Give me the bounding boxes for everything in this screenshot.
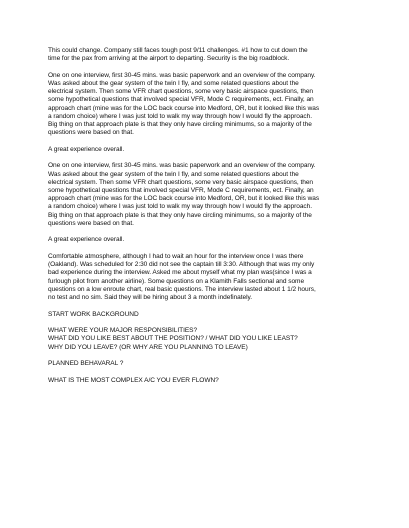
text-line: some hypothetical questions that involved special VFR, Mode C requirements, ect. Finally, an [48, 187, 314, 195]
question-line: WHAT DID YOU LIKE BEST ABOUT THE POSITION? / WHAT DID YOU LIKE LEAST? [48, 335, 298, 343]
text-line: a random choice) where I was just told to walk my way through how I would fly the approach. [48, 112, 313, 120]
text-line: time for the pax from arriving at the airport to departing. Security is the big roadblock. [48, 55, 290, 63]
text-line: One on one interview, first 30-45 mins. was basic paperwork and an overview of the company. [48, 162, 316, 170]
paragraph-interview-description-2 [48, 162, 370, 228]
question-line: WHAT IS THE MOST COMPLEX A/C YOU EVER FLOWN? [48, 376, 219, 384]
question-block-work-background [48, 327, 370, 352]
paragraph-great-experience-2 [48, 236, 370, 244]
text-line: Big thing on that approach plate is that they only have circling minimums, so a majority of the [48, 211, 312, 219]
heading-planned-behavioral [48, 360, 370, 368]
text-line: no test and no sim. Said they will be hiring about 3 a month indefinately. [48, 294, 252, 302]
text-line: some hypothetical questions that involved special VFR, Mode C requirements, ect. Finally, an [48, 96, 314, 104]
text-line: A great experience overall. [48, 236, 125, 244]
text-line: furlough pilot from another airline). Some questions on a Klamith Falls sectional and some [48, 277, 305, 285]
text-line: approach chart (mine was for the LOC back course into Medford, OR, but it looked like this was [48, 195, 320, 203]
question-line: WHY DID YOU LEAVE? (OR WHY ARE YOU PLANNING TO LEAVE) [48, 343, 248, 351]
paragraph-interview-description-1 [48, 72, 370, 138]
heading-start-work-background [48, 311, 370, 319]
text-line: questions on a low enroute chart, real basic questions. The interview lasted about 1 1/2 hours, [48, 285, 316, 293]
text-line: Was asked about the gear system of the twin I fly, and some related questions about the [48, 80, 299, 87]
text-line: Big thing on that approach plate is that they only have circling minimums, so a majority of the [48, 121, 312, 129]
text-line: a random choice) where I was just told to walk my way through how I would fly the approach. [48, 203, 313, 211]
text-line: This could change. Company still faces tough post 9/11 challenges. #1 how to cut down the [48, 47, 308, 54]
text-line: PLANNED BEHAVARAL ? [48, 360, 124, 368]
text-line: Was asked about the gear system of the twin I fly, and some related questions about the [48, 170, 299, 178]
text-line: bad experience during the interview. Asked me about myself what my plan was(since I was a [48, 269, 312, 277]
question-most-complex-aircraft [48, 377, 370, 385]
paragraph-great-experience-1 [48, 146, 370, 154]
text-line: A great experience overall. [48, 145, 125, 153]
text-line: electrical system. Then some VFR chart questions, some very basic airspace questions, then [48, 178, 314, 186]
text-line: START WORK BACKGROUND [48, 310, 139, 318]
text-line: questions were based on that. [48, 219, 134, 227]
text-line: electrical system. Then some VFR chart questions, some very basic airspace questions, then [48, 88, 314, 96]
text-line: One on one interview, first 30-45 mins. was basic paperwork and an overview of the company. [48, 71, 316, 79]
question-line: WHAT WERE YOUR MAJOR RESPONSIBILITIES? [48, 327, 198, 335]
text-line: Comfortable atmosphere, although I had to wait an hour for the interview once I was there [48, 253, 304, 261]
text-line: questions were based on that. [48, 129, 134, 137]
paragraph-company-challenges [48, 47, 370, 63]
text-line: approach chart (mine was for the LOC back course into Medford, OR, but it looked like this was [48, 104, 320, 112]
document-page [48, 47, 370, 393]
text-line: (Oakland). Was scheduled for 2:30 did not see the captain till 3:30. Although that was my only [48, 261, 315, 269]
paragraph-oakland-interview [48, 253, 370, 302]
